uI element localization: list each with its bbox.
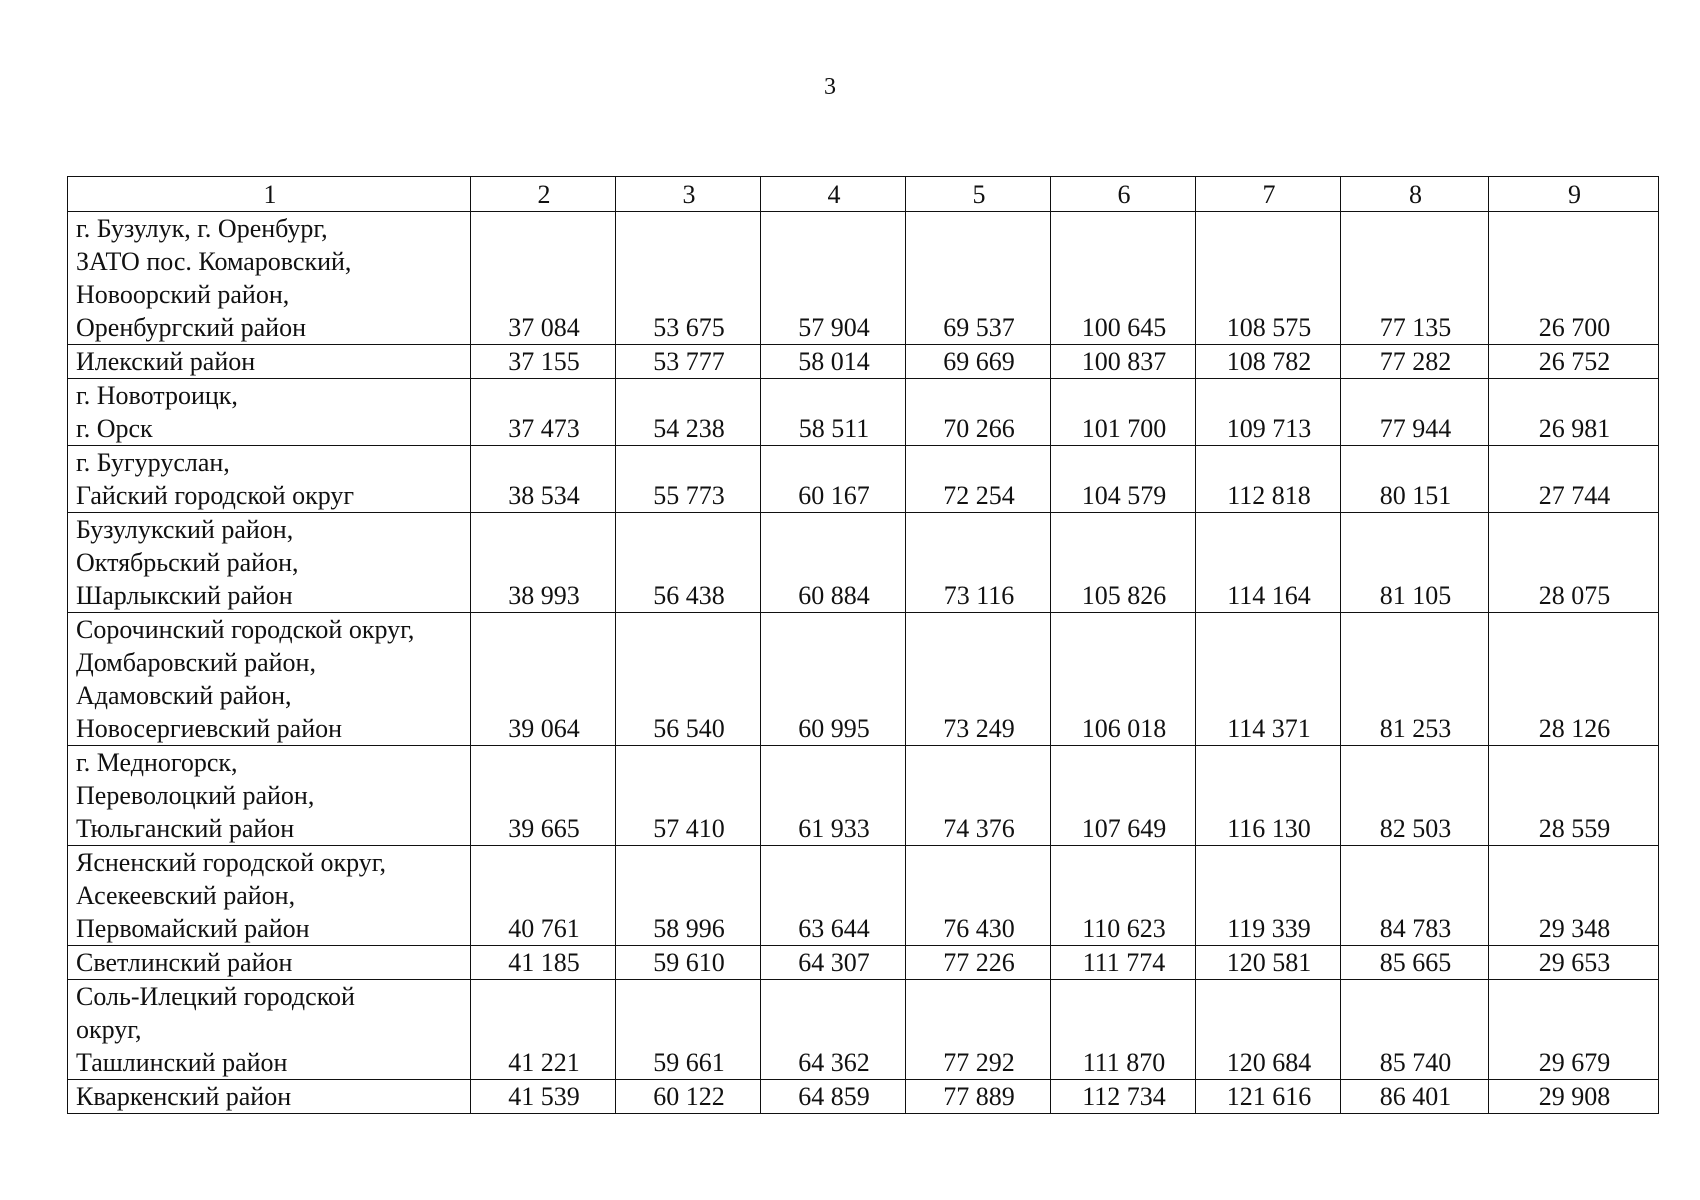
- value-cell-col-9: 29 679: [1489, 980, 1659, 1080]
- value-cell-col-7: 121 616: [1196, 1080, 1341, 1114]
- table-row: [68, 846, 1659, 946]
- territory-name-cell: Бузулукский район, Октябрьский район, Шарлыкский район: [68, 513, 471, 613]
- value-cell-col-3: 55 773: [616, 446, 761, 513]
- value-cell-col-6: 104 579: [1051, 446, 1196, 513]
- value-cell-col-3: 56 438: [616, 513, 761, 613]
- value-cell-col-7: 114 164: [1196, 513, 1341, 613]
- value-cell-col-7: 116 130: [1196, 746, 1341, 846]
- value-cell-col-6: 107 649: [1051, 746, 1196, 846]
- value-cell-col-5: 77 889: [906, 1080, 1051, 1114]
- value-cell-col-4: 60 167: [761, 446, 906, 513]
- column-header-8: 8: [1341, 177, 1489, 212]
- value-cell-col-7: 112 818: [1196, 446, 1341, 513]
- value-cell-col-6: 100 645: [1051, 212, 1196, 345]
- value-cell-col-3: 59 661: [616, 980, 761, 1080]
- value-cell-col-8: 81 253: [1341, 613, 1489, 746]
- value-cell-col-4: 57 904: [761, 212, 906, 345]
- value-cell-col-4: 61 933: [761, 746, 906, 846]
- value-cell-col-4: 64 859: [761, 1080, 906, 1114]
- value-cell-col-3: 56 540: [616, 613, 761, 746]
- table-body: [68, 212, 1659, 1114]
- value-cell-col-8: 82 503: [1341, 746, 1489, 846]
- value-cell-col-6: 101 700: [1051, 379, 1196, 446]
- value-cell-col-2: 41 539: [471, 1080, 616, 1114]
- table-row: [68, 746, 1659, 846]
- value-cell-col-2: 41 185: [471, 946, 616, 980]
- territory-name-cell: Сорочинский городской округ, Домбаровский район, Адамовский район, Новосергиевский район: [68, 613, 471, 746]
- territory-name-cell: Илекский район: [68, 345, 471, 379]
- value-cell-col-3: 54 238: [616, 379, 761, 446]
- value-cell-col-5: 74 376: [906, 746, 1051, 846]
- page-number: 3: [824, 74, 836, 100]
- value-cell-col-3: 59 610: [616, 946, 761, 980]
- value-cell-col-9: 29 653: [1489, 946, 1659, 980]
- value-cell-col-9: 27 744: [1489, 446, 1659, 513]
- value-cell-col-8: 86 401: [1341, 1080, 1489, 1114]
- value-cell-col-9: 28 075: [1489, 513, 1659, 613]
- data-table: [67, 176, 1659, 1114]
- value-cell-col-5: 76 430: [906, 846, 1051, 946]
- table-row: [68, 513, 1659, 613]
- value-cell-col-6: 110 623: [1051, 846, 1196, 946]
- value-cell-col-4: 64 362: [761, 980, 906, 1080]
- value-cell-col-4: 58 511: [761, 379, 906, 446]
- territory-name-cell: Светлинский район: [68, 946, 471, 980]
- value-cell-col-4: 58 014: [761, 345, 906, 379]
- value-cell-col-2: 39 665: [471, 746, 616, 846]
- table-row: [68, 345, 1659, 379]
- value-cell-col-9: 26 700: [1489, 212, 1659, 345]
- value-cell-col-4: 64 307: [761, 946, 906, 980]
- value-cell-col-6: 106 018: [1051, 613, 1196, 746]
- value-cell-col-6: 112 734: [1051, 1080, 1196, 1114]
- territory-name-cell: Ясненский городской округ, Асекеевский район, Первомайский район: [68, 846, 471, 946]
- value-cell-col-2: 38 534: [471, 446, 616, 513]
- value-cell-col-2: 38 993: [471, 513, 616, 613]
- value-cell-col-3: 60 122: [616, 1080, 761, 1114]
- table-row: [68, 613, 1659, 746]
- value-cell-col-9: 28 126: [1489, 613, 1659, 746]
- value-cell-col-8: 84 783: [1341, 846, 1489, 946]
- table-row: [68, 946, 1659, 980]
- value-cell-col-9: 26 752: [1489, 345, 1659, 379]
- column-header-7: 7: [1196, 177, 1341, 212]
- territory-name-cell: г. Медногорск, Переволоцкий район, Тюльганский район: [68, 746, 471, 846]
- value-cell-col-9: 28 559: [1489, 746, 1659, 846]
- table-row: [68, 446, 1659, 513]
- territory-name-cell: г. Бузулук, г. Оренбург, ЗАТО пос. Комаровский, Новоорский район, Оренбургский район: [68, 212, 471, 345]
- column-header-3: 3: [616, 177, 761, 212]
- column-header-9: 9: [1489, 177, 1659, 212]
- value-cell-col-7: 119 339: [1196, 846, 1341, 946]
- value-cell-col-3: 53 777: [616, 345, 761, 379]
- value-cell-col-4: 63 644: [761, 846, 906, 946]
- value-cell-col-3: 58 996: [616, 846, 761, 946]
- value-cell-col-9: 29 348: [1489, 846, 1659, 946]
- column-header-5: 5: [906, 177, 1051, 212]
- table-row: [68, 980, 1659, 1080]
- territory-name-cell: Соль-Илецкий городской округ, Ташлинский район: [68, 980, 471, 1080]
- value-cell-col-4: 60 884: [761, 513, 906, 613]
- value-cell-col-2: 37 155: [471, 345, 616, 379]
- value-cell-col-6: 100 837: [1051, 345, 1196, 379]
- value-cell-col-2: 40 761: [471, 846, 616, 946]
- value-cell-col-8: 85 665: [1341, 946, 1489, 980]
- value-cell-col-3: 53 675: [616, 212, 761, 345]
- value-cell-col-8: 77 944: [1341, 379, 1489, 446]
- value-cell-col-7: 120 581: [1196, 946, 1341, 980]
- value-cell-col-9: 29 908: [1489, 1080, 1659, 1114]
- value-cell-col-7: 109 713: [1196, 379, 1341, 446]
- value-cell-col-6: 105 826: [1051, 513, 1196, 613]
- table-row: [68, 1080, 1659, 1114]
- value-cell-col-2: 37 473: [471, 379, 616, 446]
- territory-name-cell: Кваркенский район: [68, 1080, 471, 1114]
- value-cell-col-5: 69 537: [906, 212, 1051, 345]
- value-cell-col-8: 85 740: [1341, 980, 1489, 1080]
- territory-name-cell: г. Новотроицк, г. Орск: [68, 379, 471, 446]
- value-cell-col-6: 111 870: [1051, 980, 1196, 1080]
- value-cell-col-2: 37 084: [471, 212, 616, 345]
- territory-name-cell: г. Бугуруслан, Гайский городской округ: [68, 446, 471, 513]
- value-cell-col-7: 108 575: [1196, 212, 1341, 345]
- value-cell-col-9: 26 981: [1489, 379, 1659, 446]
- value-cell-col-5: 70 266: [906, 379, 1051, 446]
- value-cell-col-8: 77 282: [1341, 345, 1489, 379]
- value-cell-col-8: 81 105: [1341, 513, 1489, 613]
- table-row: [68, 379, 1659, 446]
- value-cell-col-7: 108 782: [1196, 345, 1341, 379]
- value-cell-col-7: 114 371: [1196, 613, 1341, 746]
- column-header-4: 4: [761, 177, 906, 212]
- value-cell-col-5: 77 226: [906, 946, 1051, 980]
- column-header-6: 6: [1051, 177, 1196, 212]
- value-cell-col-3: 57 410: [616, 746, 761, 846]
- value-cell-col-5: 72 254: [906, 446, 1051, 513]
- value-cell-col-8: 80 151: [1341, 446, 1489, 513]
- value-cell-col-5: 73 116: [906, 513, 1051, 613]
- value-cell-col-5: 69 669: [906, 345, 1051, 379]
- value-cell-col-2: 39 064: [471, 613, 616, 746]
- value-cell-col-8: 77 135: [1341, 212, 1489, 345]
- value-cell-col-7: 120 684: [1196, 980, 1341, 1080]
- value-cell-col-5: 77 292: [906, 980, 1051, 1080]
- value-cell-col-6: 111 774: [1051, 946, 1196, 980]
- column-header-2: 2: [471, 177, 616, 212]
- table-row: [68, 212, 1659, 345]
- header-row: [68, 177, 1659, 212]
- column-header-1: 1: [68, 177, 471, 212]
- value-cell-col-4: 60 995: [761, 613, 906, 746]
- value-cell-col-2: 41 221: [471, 980, 616, 1080]
- value-cell-col-5: 73 249: [906, 613, 1051, 746]
